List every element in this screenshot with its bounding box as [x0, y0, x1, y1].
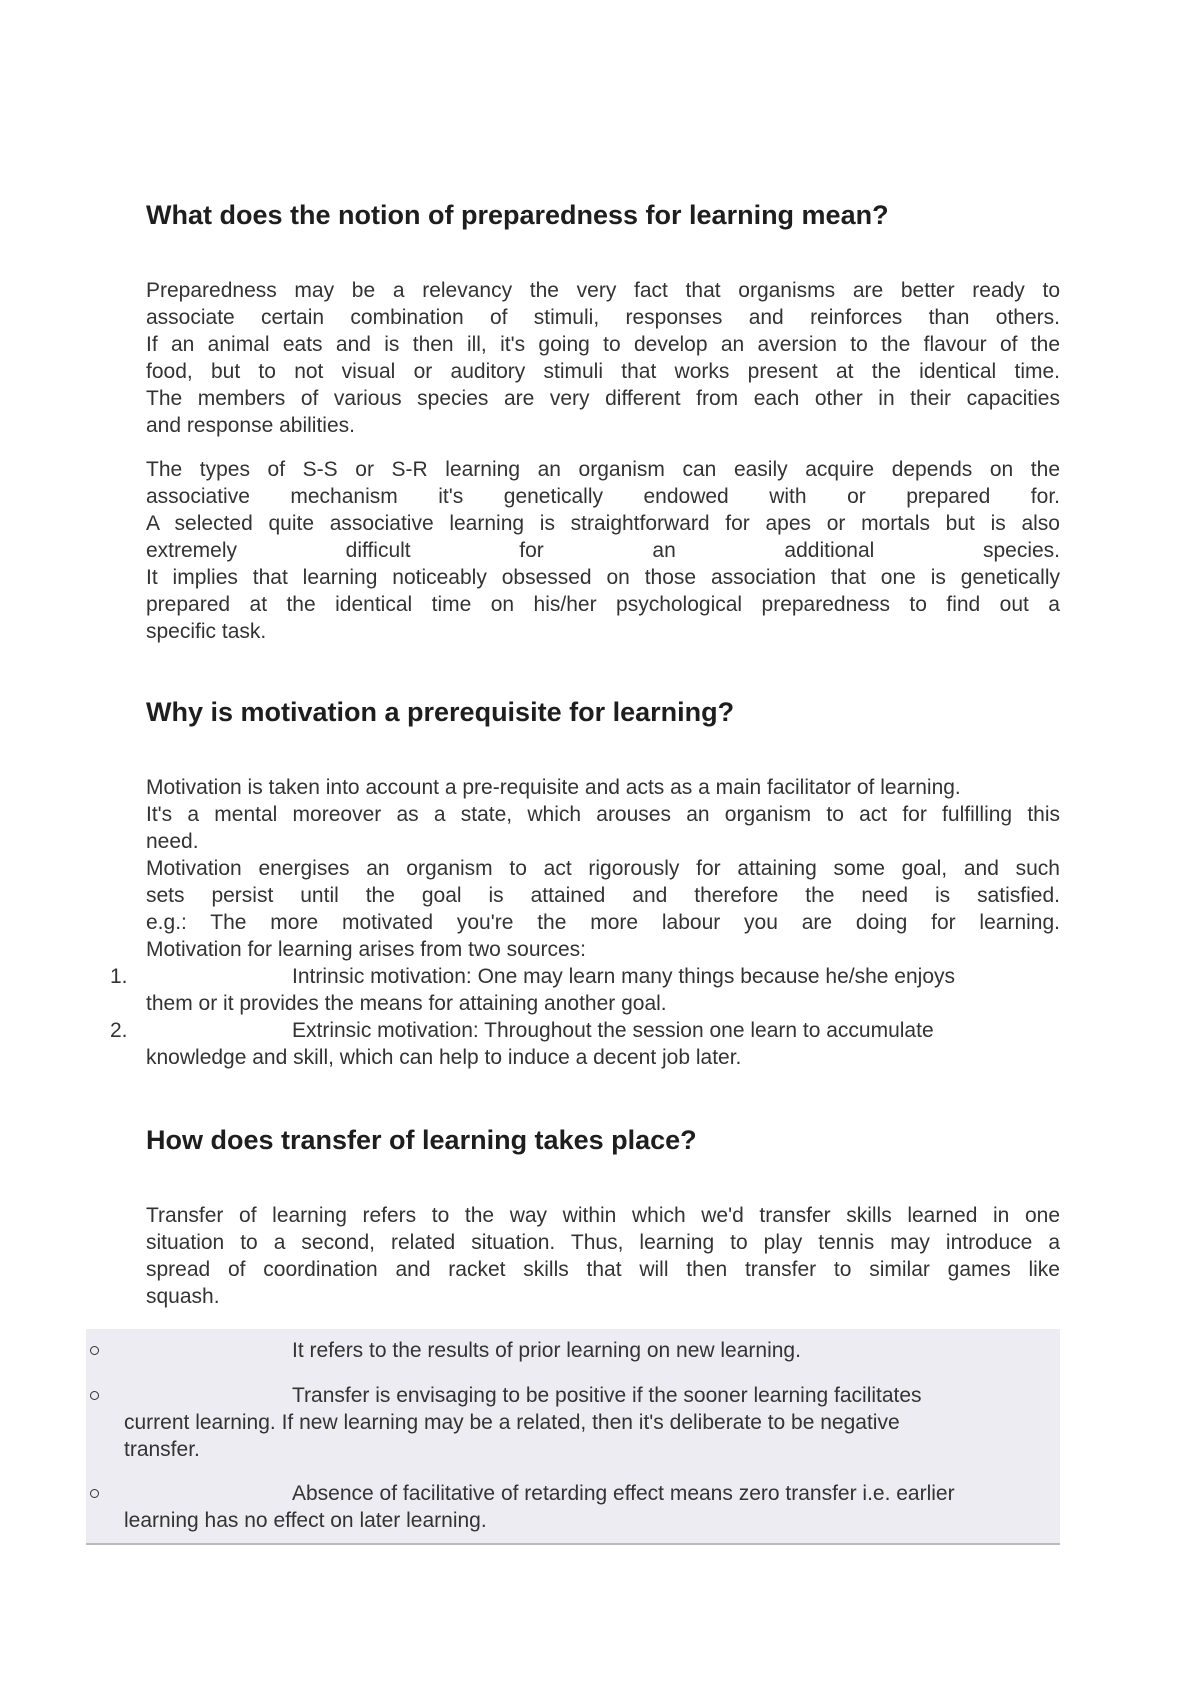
text-line: Motivation for learning arises from two sources:	[146, 938, 587, 961]
text-line: and response abilities.	[146, 414, 355, 437]
list-item	[86, 1480, 1060, 1534]
list-item	[86, 1337, 1060, 1364]
text-line: The members of various species are very different from each other in their capacities	[146, 387, 1060, 410]
list-item-text: learning has no effect on later learning.	[124, 1509, 487, 1532]
text-line: It implies that learning noticeably obsessed on those association that one is genetically	[146, 566, 1060, 589]
heading-transfer: How does transfer of learning takes place?	[146, 1125, 697, 1155]
text-line: Transfer of learning refers to the way within which we'd transfer skills learned in one	[146, 1204, 1060, 1227]
text-line: situation to a second, related situation. Thus, learning to play tennis may introduce a	[146, 1231, 1060, 1254]
paragraph-preparedness-2	[146, 456, 1060, 645]
text-line: associate certain combination of stimuli, responses and reinforces than others.	[146, 306, 1060, 329]
list-item-text: current learning. If new learning may be a related, then it's deliberate to be negative	[124, 1411, 900, 1434]
text-line: e.g.: The more motivated you're the more labour you are doing for learning.	[146, 911, 1060, 934]
text-line: Preparedness may be a relevancy the very fact that organisms are better ready to	[146, 279, 1060, 302]
text-line: Motivation is taken into account a pre-requisite and acts as a main facilitator of learning.	[146, 776, 961, 799]
list-item	[0, 1017, 1060, 1071]
text-line: It's a mental moreover as a state, which arouses an organism to act for fulfilling this	[146, 803, 1060, 826]
list-item-text: Intrinsic motivation: One may learn many things because he/she enjoys	[292, 965, 956, 988]
list-item-text: them or it provides the means for attaining another goal.	[146, 992, 667, 1015]
list-item	[0, 963, 1060, 1017]
list-number: 2.	[110, 1019, 128, 1042]
text-line: prepared at the identical time on his/her psychological preparedness to find out a	[146, 593, 1060, 616]
motivation-sources-list	[0, 963, 1060, 1071]
list-item-text: Extrinsic motivation: Throughout the session one learn to accumulate	[292, 1019, 934, 1042]
list-item	[86, 1382, 1060, 1463]
text-line: specific task.	[146, 620, 267, 643]
list-item-text: Transfer is envisaging to be positive if the sooner learning facilitates	[292, 1384, 922, 1407]
transfer-bullets-box	[86, 1329, 1060, 1545]
list-number: 1.	[110, 965, 128, 988]
circle-bullet-icon	[90, 1346, 99, 1355]
text-line: extremely difficult for an additional species.	[146, 539, 1060, 562]
text-line: Motivation energises an organism to act rigorously for attaining some goal, and such	[146, 857, 1060, 880]
text-line: squash.	[146, 1285, 220, 1308]
text-line: The types of S-S or S-R learning an organism can easily acquire depends on the	[146, 458, 1060, 481]
text-line: food, but to not visual or auditory stimuli that works present at the identical time.	[146, 360, 1060, 383]
list-item-text: transfer.	[124, 1438, 200, 1461]
text-line: associative mechanism it's genetically endowed with or prepared for.	[146, 485, 1060, 508]
paragraph-preparedness-1	[146, 277, 1060, 439]
heading-motivation: Why is motivation a prerequisite for learning?	[146, 697, 735, 727]
text-line: sets persist until the goal is attained and therefore the need is satisfied.	[146, 884, 1060, 907]
text-line: If an animal eats and is then ill, it's going to develop an aversion to the flavour of the	[146, 333, 1060, 356]
paragraph-transfer	[146, 1202, 1060, 1310]
circle-bullet-icon	[90, 1391, 99, 1400]
text-line: A selected quite associative learning is straightforward for apes or mortals but is also	[146, 512, 1060, 535]
list-item-text: Absence of facilitative of retarding effect means zero transfer i.e. earlier	[292, 1482, 955, 1505]
text-line: spread of coordination and racket skills that will then transfer to similar games like	[146, 1258, 1060, 1281]
paragraph-motivation	[146, 774, 1060, 963]
list-item-text: knowledge and skill, which can help to induce a decent job later.	[146, 1046, 742, 1069]
heading-preparedness: What does the notion of preparedness for learning mean?	[146, 200, 889, 230]
circle-bullet-icon	[90, 1489, 99, 1498]
text-line: need.	[146, 830, 199, 853]
list-item-text: It refers to the results of prior learning on new learning.	[292, 1339, 801, 1362]
